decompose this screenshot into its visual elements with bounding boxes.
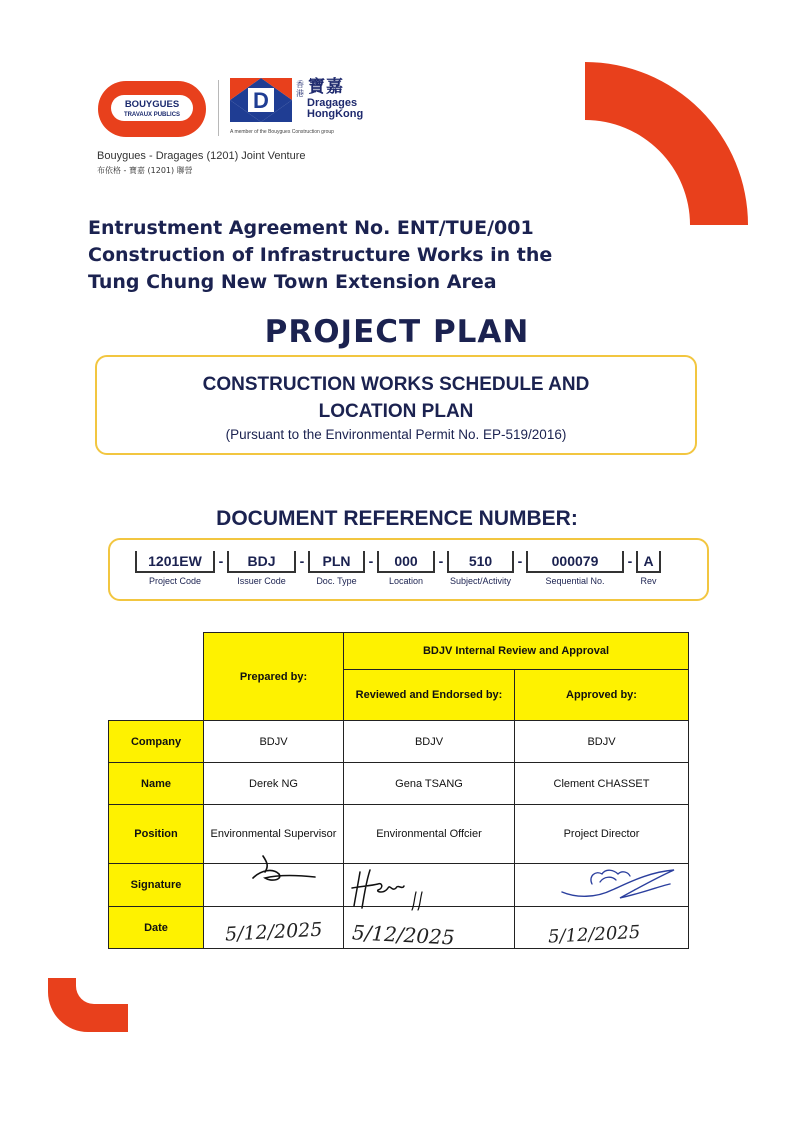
subject-title-line1: CONSTRUCTION WORKS SCHEDULE AND: [202, 374, 590, 395]
name-approved: Clement CHASSET: [514, 762, 689, 805]
logo-divider: [218, 80, 219, 136]
joint-venture-chinese: 布依格 - 寶嘉 (1201) 聯營: [97, 166, 193, 175]
agreement-project-line2: Tung Chung New Town Extension Area: [88, 271, 497, 293]
signature-gena-tsang: [348, 866, 448, 914]
ref-separator: -: [517, 553, 523, 569]
dragages-chinese-name: 寶嘉: [308, 77, 344, 97]
signature-derek-ng: [243, 852, 323, 894]
date-handwritten-prepared: [221, 912, 336, 946]
date-approved-text: 5/12/2025: [547, 921, 641, 948]
ref-subject-activity: 510: [447, 551, 514, 573]
corner-accent-top-right: [585, 62, 748, 225]
row-label-company: Company: [108, 720, 204, 763]
company-prepared: BDJV: [203, 720, 344, 763]
row-label-name: Name: [108, 762, 204, 805]
ref-separator: -: [438, 553, 444, 569]
approval-table: [108, 632, 689, 949]
date-handwritten-reviewed: [350, 916, 465, 950]
doc-ref-box: [108, 538, 709, 601]
doc-ref-title: DOCUMENT REFERENCE NUMBER:: [216, 507, 578, 530]
corner-accent-bottom-left: [48, 978, 128, 1032]
ref-doc-type: PLN: [308, 551, 365, 573]
dragages-line1: Dragages: [307, 97, 358, 109]
bouygues-wordmark: BOUYGUES: [124, 99, 180, 110]
row-label-date: Date: [108, 906, 204, 949]
subject-note: (Pursuant to the Environmental Permit No. EP-519/2016): [225, 427, 567, 442]
approved-by-header: Approved by:: [514, 669, 689, 721]
ref-separator: -: [368, 553, 374, 569]
ref-sequential-no: 000079: [526, 551, 624, 573]
bouygues-subwordmark: TRAVAUX PUBLICS: [123, 112, 181, 118]
date-prepared-text: 5/12/2025: [224, 918, 323, 946]
date-handwritten-approved: [544, 914, 659, 948]
ref-separator: -: [218, 553, 224, 569]
ref-location: 000: [377, 551, 435, 573]
prepared-by-header: Prepared by:: [203, 632, 344, 721]
page-title: PROJECT PLAN: [264, 314, 530, 350]
ref-label-sequential-no: Sequential No.: [545, 576, 605, 586]
position-prepared: Environmental Supervisor: [203, 804, 344, 864]
company-reviewed: BDJV: [343, 720, 515, 763]
row-label-signature: Signature: [108, 863, 204, 907]
svg-text:D: D: [253, 88, 269, 113]
review-approval-header: BDJV Internal Review and Approval: [343, 632, 689, 670]
ref-separator: -: [299, 553, 305, 569]
ref-separator: -: [627, 553, 633, 569]
company-approved: BDJV: [514, 720, 689, 763]
reviewed-by-header: Reviewed and Endorsed by:: [343, 669, 515, 721]
ref-rev: A: [636, 551, 661, 573]
subject-title-line2: LOCATION PLAN: [318, 401, 474, 422]
date-reviewed-text: 5/12/2025: [351, 920, 456, 950]
dragages-chinese-small: 香港: [296, 80, 304, 98]
ref-label-rev: Rev: [640, 576, 657, 586]
dragages-line2: HongKong: [307, 108, 364, 120]
dragages-tagline: A member of the Bouygues Construction group: [230, 129, 334, 135]
ref-label-doc-type: Doc. Type: [316, 576, 357, 586]
position-approved: Project Director: [514, 804, 689, 864]
subject-box: [95, 355, 697, 455]
ref-label-location: Location: [388, 576, 424, 586]
ref-issuer-code: BDJ: [227, 551, 296, 573]
row-label-position: Position: [108, 804, 204, 864]
ref-label-issuer-code: Issuer Code: [237, 576, 286, 586]
name-prepared: Derek NG: [203, 762, 344, 805]
agreement-title: [88, 215, 648, 296]
ref-label-subject-activity: Subject/Activity: [449, 576, 512, 586]
bouygues-logo: [97, 79, 207, 139]
ref-project-code: 1201EW: [135, 551, 215, 573]
agreement-number: Entrustment Agreement No. ENT/TUE/001: [88, 217, 534, 239]
name-reviewed: Gena TSANG: [343, 762, 515, 805]
signature-clement-chasset: [556, 858, 681, 904]
ref-label-project-code: Project Code: [148, 576, 202, 586]
position-reviewed: Environmental Offcier: [343, 804, 515, 864]
dragages-wordmark: [307, 98, 363, 120]
agreement-project-line1: Construction of Infrastructure Works in the: [88, 244, 553, 266]
joint-venture-name: Bouygues - Dragages (1201) Joint Venture: [97, 150, 306, 162]
dragages-logo: [230, 78, 292, 122]
